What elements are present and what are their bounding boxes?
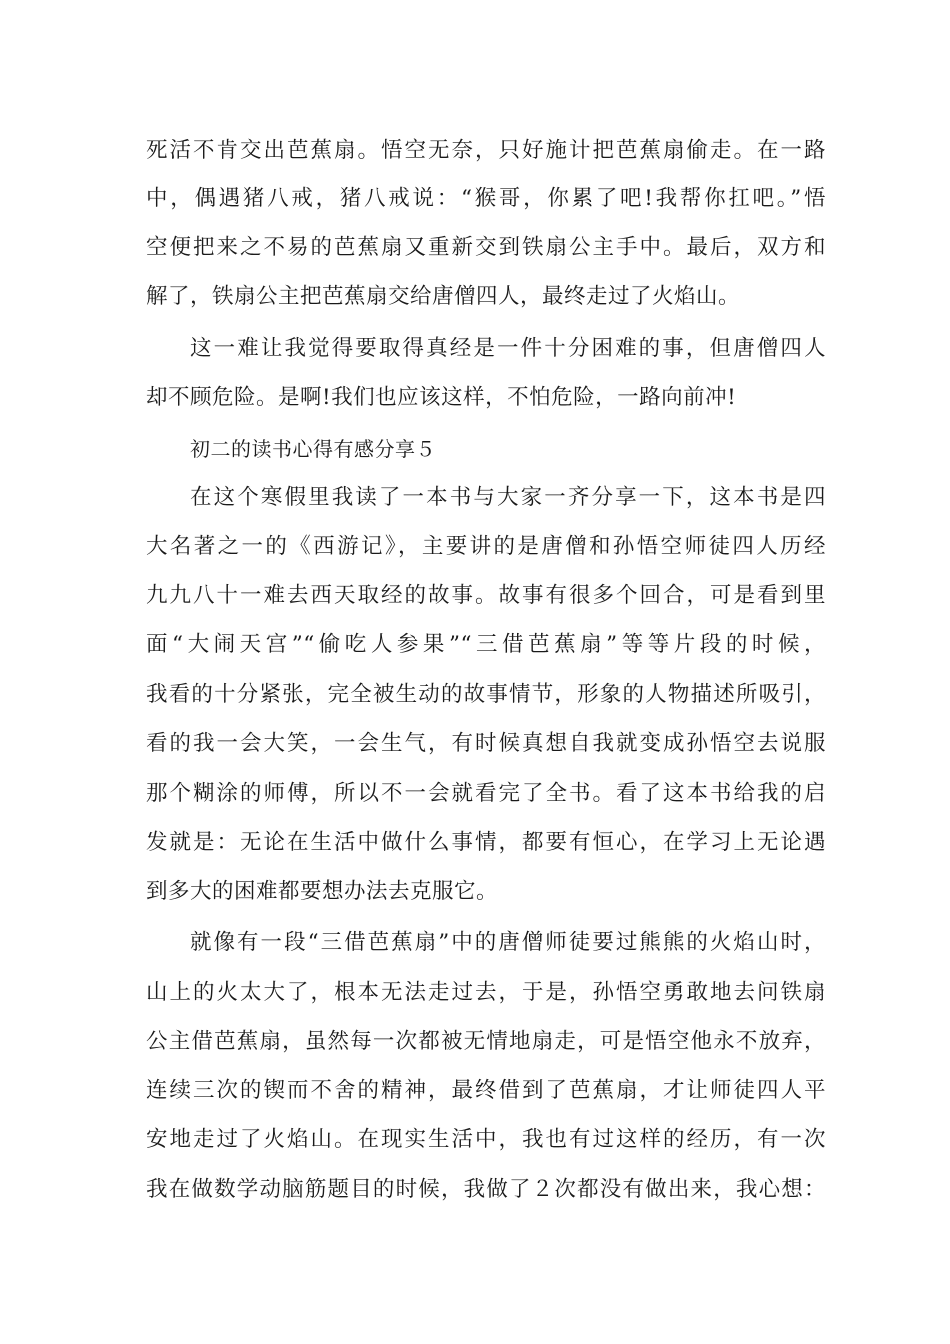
text-line: 连续三次的锲而不舍的精神，最终借到了芭蕉扇，才让师徒四人平 [146, 1078, 826, 1103]
text-line: 面“大闹天宫”“偷吃人参果”“三借芭蕉扇”等等片段的时候， [146, 632, 826, 657]
section-heading: 初二的读书心得有感分享５ [190, 437, 436, 461]
text-line: 中，偶遇猪八戒，猪八戒说：“猴哥，你累了吧!我帮你扛吧。”悟 [146, 186, 826, 211]
text-line: 发就是：无论在生活中做什么事情，都要有恒心，在学习上无论遇 [146, 830, 826, 855]
text-line: 那个糊涂的师傅，所以不一会就看完了全书。看了这本书给我的启 [146, 781, 826, 806]
text-line: 死活不肯交出芭蕉扇。悟空无奈，只好施计把芭蕉扇偷走。在一路 [146, 138, 826, 163]
text-line: 我在做数学动脑筋题目的时候，我做了２次都没有做出来，我心想： [146, 1177, 826, 1202]
text-line: 解了，铁扇公主把芭蕉扇交给唐僧四人，最终走过了火焰山。 [146, 284, 741, 309]
paragraph-first-line: 就像有一段“三借芭蕉扇”中的唐僧师徒要过熊熊的火焰山时， [190, 930, 826, 955]
text-line: 到多大的困难都要想办法去克服它。 [146, 879, 499, 904]
text-line: 大名著之一的《西游记》，主要讲的是唐僧和孙悟空师徒四人历经 [146, 534, 826, 559]
text-line: 空便把来之不易的芭蕉扇又重新交到铁扇公主手中。最后，双方和 [146, 235, 826, 260]
text-line: 安地走过了火焰山。在现实生活中，我也有过这样的经历，有一次 [146, 1127, 826, 1152]
text-line: 公主借芭蕉扇，虽然每一次都被无情地扇走，可是悟空他永不放弃， [146, 1029, 826, 1054]
text-line: 我看的十分紧张，完全被生动的故事情节，形象的人物描述所吸引， [146, 682, 826, 707]
text-line: 却不顾危险。是啊!我们也应该这样，不怕危险，一路向前冲! [146, 385, 737, 410]
text-line: 九九八十一难去西天取经的故事。故事有很多个回合，可是看到里 [146, 583, 826, 608]
text-line: 看的我一会大笑，一会生气，有时候真想自我就变成孙悟空去说服 [146, 731, 826, 756]
paragraph-first-line: 在这个寒假里我读了一本书与大家一齐分享一下，这本书是四 [190, 485, 826, 510]
text-line: 山上的火太大了，根本无法走过去，于是，孙悟空勇敢地去问铁扇 [146, 980, 826, 1005]
paragraph-first-line: 这一难让我觉得要取得真经是一件十分困难的事，但唐僧四人 [190, 336, 826, 361]
